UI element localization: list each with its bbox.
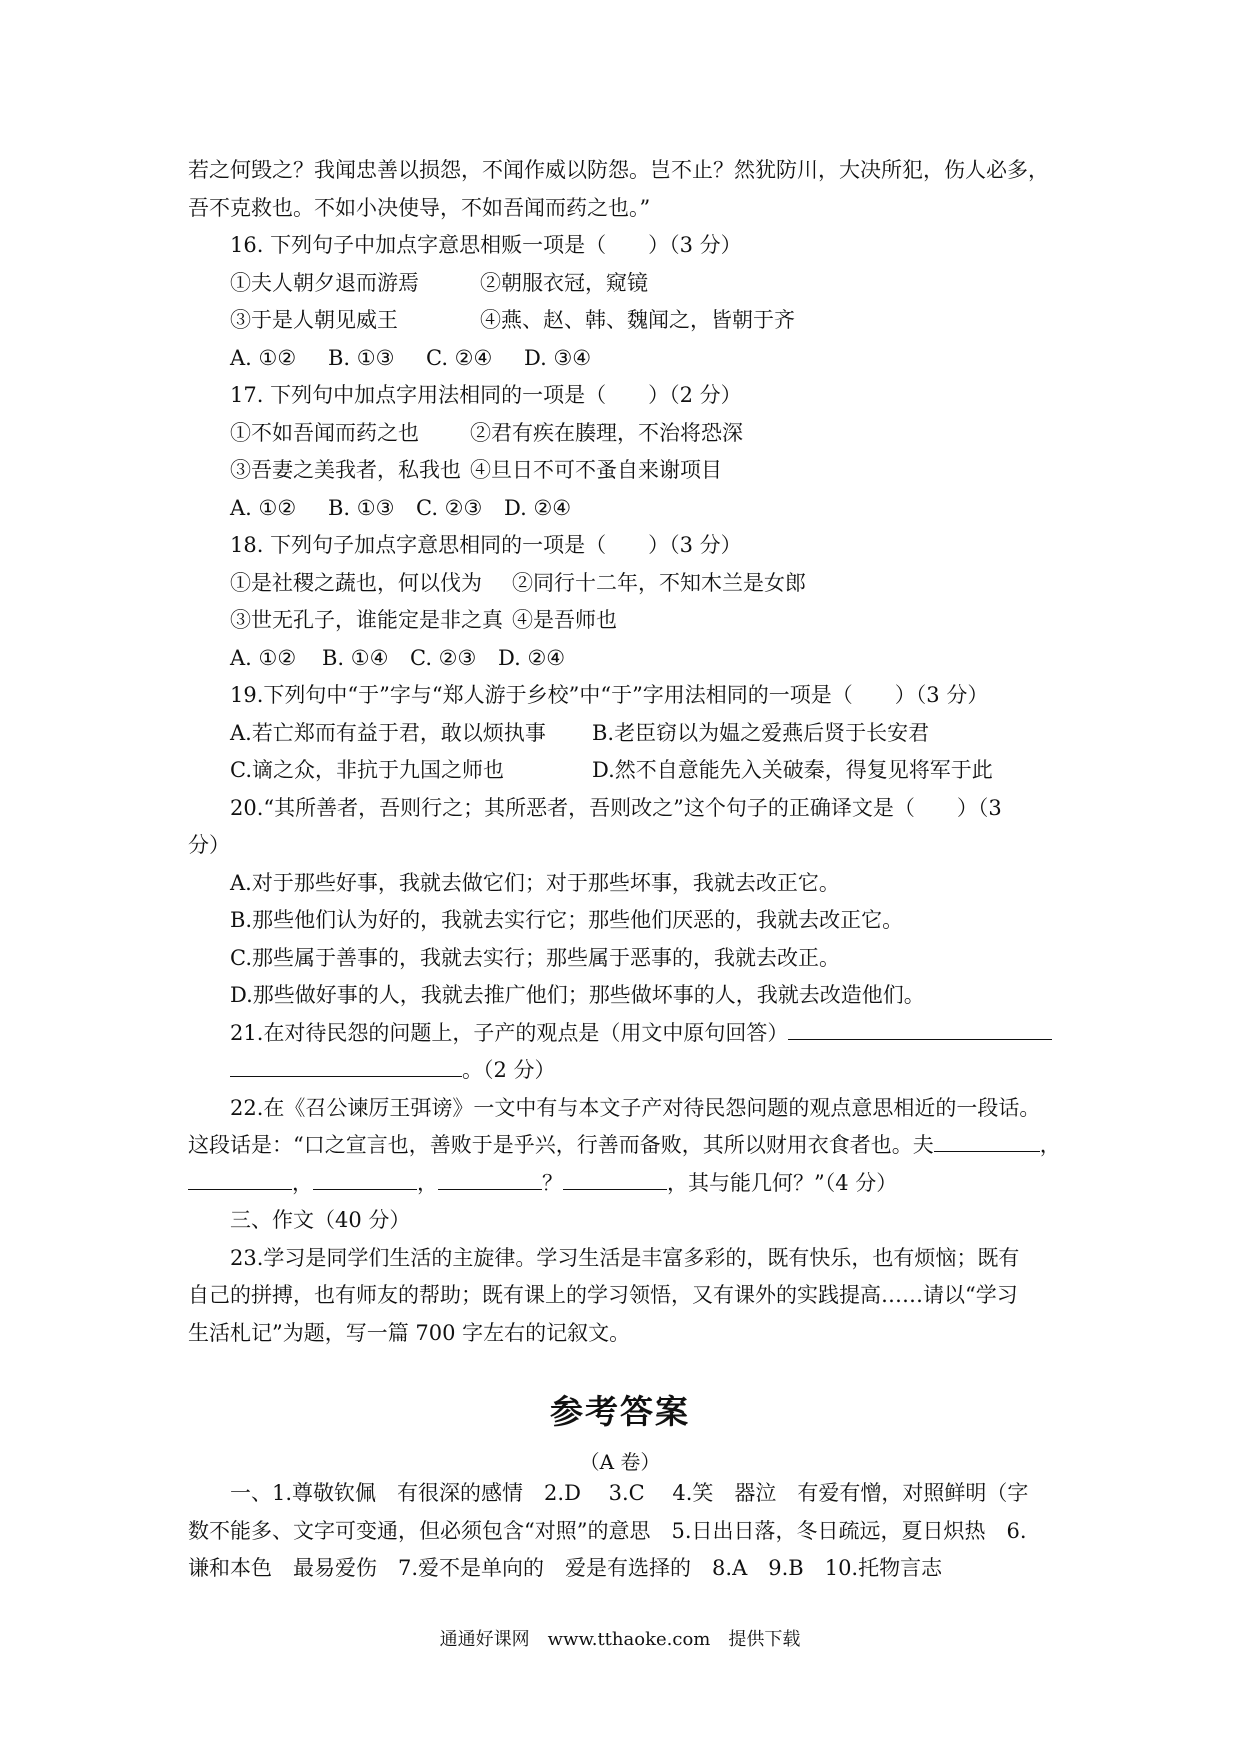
question-23-line: 23.学习是同学们生活的主旋律。学习生活是丰富多彩的，既有快乐，也有烦恼；既有 — [230, 1245, 1020, 1270]
answer-blank — [188, 1169, 292, 1190]
question-22-tail: ，其与能几何？”（4 分） — [667, 1170, 898, 1195]
passage-line: 吾不克救也。不如小决使导，不如吾闻而药之也。” — [188, 195, 651, 220]
option: A.对于那些好事，我就去做它们；对于那些坏事，我就去改正它。 — [230, 870, 840, 895]
punct: ， — [1039, 1133, 1061, 1157]
option: D. ②④ — [504, 495, 572, 520]
question-17-stem: 17. 下列句中加点字用法相同的一项是（ ）（2 分） — [230, 383, 742, 407]
option: B.老臣窃以为媪之爱燕后贤于长安君 — [592, 720, 930, 745]
option: D. ②④ — [498, 645, 566, 670]
question-16-stem: 16. 下列句子中加点字意思相贩一项是（ ）（3 分） — [230, 233, 742, 257]
question-21-cont — [188, 1052, 1058, 1090]
option: B. ①④ — [322, 645, 389, 670]
option: A.若亡郑而有益于君，敢以烦执事 — [230, 720, 546, 745]
item: ①夫人朝夕退而游焉 — [230, 270, 419, 295]
question-21-stem: 21.在对待民怨的问题上，子产的观点是（用文中原句回答） — [230, 1020, 789, 1045]
question-20-stem: 20.“其所善者，吾则行之；其所恶者，吾则改之”这个句子的正确译文是（ ）（3 — [230, 795, 1002, 820]
option: A. ①② — [230, 345, 297, 370]
question-18-items — [188, 602, 1058, 640]
item: ②朝服衣冠，窥镜 — [480, 270, 648, 295]
question-19-options — [188, 715, 1058, 753]
item: ①是社稷之蔬也，何以伐为 — [230, 570, 482, 595]
question-19-stem: 19.下列句中“于”字与“郑人游于乡校”中“于”字用法相同的一项是（ ）（3 分） — [230, 683, 989, 707]
footer-credit: 通通好课网 www.tthaoke.com 提供下载 — [439, 1629, 801, 1650]
answer-blank — [563, 1169, 667, 1190]
answer-line: 一、1.尊敬钦佩 有很深的感情 2.D 3.C 4.笑 器泣 有爱有憎，对照鲜明（字 — [230, 1481, 1029, 1505]
question-23-line: 生活札记”为题，写一篇 700 字左右的记叙文。 — [188, 1320, 631, 1345]
item: ③世无孔子，谁能定是非之真 — [230, 608, 503, 632]
option: A. ①② — [230, 495, 297, 520]
question-18-items — [188, 565, 1058, 603]
option: C. ②③ — [410, 645, 477, 670]
option: D.然不自意能先入关破秦，得复见将军于此 — [592, 758, 993, 782]
option: B. ①③ — [328, 495, 395, 520]
answers-content — [188, 1475, 1058, 1588]
answers-title: 参考答案 — [550, 1392, 690, 1431]
item: ④燕、赵、韩、魏闻之，皆朝于齐 — [480, 308, 795, 332]
question-22-line — [188, 1165, 1058, 1203]
option: C.那些属于善事的，我就去实行；那些属于恶事的，我就去改正。 — [230, 945, 840, 970]
question-22-text: 这段话是：“口之宣言也，善败于是乎兴，行善而备败，其所以财用衣食者也。夫 — [188, 1133, 934, 1157]
punct: ， — [292, 1170, 313, 1195]
answers-subtitle: （A 卷） — [579, 1450, 661, 1474]
item: ③吾妻之美我者，私我也 — [230, 458, 461, 482]
question-17-items — [188, 415, 1058, 453]
option: A. ①② — [230, 645, 297, 670]
option: B. ①③ — [328, 345, 395, 370]
item: ②同行十二年，不知木兰是女郎 — [512, 570, 806, 595]
punct: ， — [417, 1170, 438, 1195]
question-21 — [188, 1015, 1058, 1053]
item: ①不如吾闻而药之也 — [230, 420, 419, 445]
option: C. ②④ — [426, 345, 493, 370]
answer-line: 谦和本色 最易爱伤 7.爱不是单向的 爱是有选择的 8.A 9.B 10.托物言志 — [188, 1556, 943, 1580]
item: ②君有疾在腠理，不治将恐深 — [470, 420, 743, 445]
question-19-options — [188, 752, 1058, 790]
question-22-line: 22.在《召公谏厉王弭谤》一文中有与本文子产对待民怨问题的观点意思相近的一段话。 — [230, 1095, 1041, 1120]
section-3-heading: 三、作文（40 分） — [230, 1208, 411, 1232]
question-22-line — [188, 1127, 1061, 1165]
option: C.谪之众，非抗于九国之师也 — [230, 758, 504, 782]
answer-blank — [438, 1169, 542, 1190]
question-content — [188, 152, 1061, 1352]
question-23-line: 自己的拼搏，也有师友的帮助；既有课上的学习领悟，又有课外的实践提高……请以“学习 — [188, 1283, 1018, 1307]
question-21-tail: 。（2 分） — [462, 1058, 556, 1082]
answer-blank — [788, 1019, 1052, 1040]
item: ④是吾师也 — [512, 608, 617, 632]
question-18-options — [188, 640, 1058, 678]
answer-blank — [313, 1169, 417, 1190]
passage-line: 若之何毁之？我闻忠善以损怨，不闻作威以防怨。岂不止？然犹防川，大决所犯，伤人必多， — [188, 158, 1049, 182]
punct: ？ — [542, 1170, 563, 1195]
option: C. ②③ — [416, 495, 483, 520]
question-16-items — [188, 302, 1058, 340]
question-16-options — [188, 340, 1058, 378]
question-20-stem-cont: 分） — [188, 833, 230, 857]
option: D. ③④ — [524, 345, 592, 370]
answer-blank — [934, 1131, 1040, 1152]
question-16-items — [188, 265, 1058, 303]
answer-line: 数不能多、文字可变通，但必须包含“对照”的意思 5.日出日落，冬日疏远，夏日炽热 6. — [188, 1518, 1027, 1543]
question-18-stem: 18. 下列句子加点字意思相同的一项是（ ）（3 分） — [230, 533, 742, 557]
item: ③于是人朝见威王 — [230, 308, 398, 332]
question-17-options — [188, 490, 1058, 528]
answer-blank — [230, 1056, 462, 1077]
option: B.那些他们认为好的，我就去实行它；那些他们厌恶的，我就去改正它。 — [230, 908, 904, 932]
item: ④旦日不可不蚤自来谢项目 — [470, 458, 722, 482]
question-17-items — [188, 452, 1058, 490]
option: D.那些做好事的人，我就去推广他们；那些做坏事的人，我就去改造他们。 — [230, 983, 925, 1007]
